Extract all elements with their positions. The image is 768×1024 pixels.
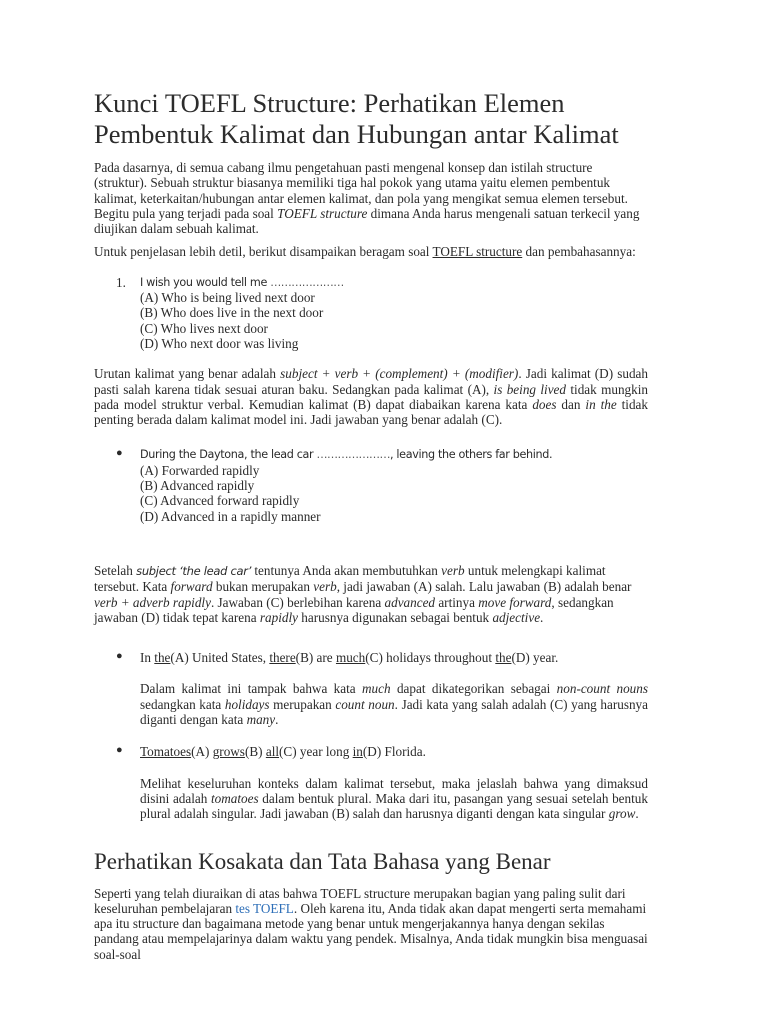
article-body — [94, 0, 648, 962]
question-stem: I wish you would tell me ………………… — [140, 275, 344, 289]
explanation-3: Dalam kalimat ini tampak bahwa kata much dapat dikategorikan sebagai non-count nouns sedangkan kata holidays merupakan count noun. Jadi kata yang salah adalah (C) yang harusnya diganti dengan kata many. — [140, 681, 648, 728]
option-a: (A) Forwarded rapidly — [140, 462, 260, 478]
option-d: (D) Who next door was living — [140, 335, 299, 351]
question-4 — [94, 744, 648, 821]
option-c: (C) Who lives next door — [140, 320, 268, 336]
question-2 — [94, 447, 648, 523]
bullet-icon: ● — [116, 650, 123, 663]
section-heading: Perhatikan Kosakata dan Tata Bahasa yang Benar — [94, 848, 551, 874]
explanation-2: Setelah subject ‘the lead car’ tentunya Anda akan membutuhkan verb untuk melengkapi kalimat tersebut. Kata forward bukan merupakan verb, jadi jawaban (A) salah. Lalu jawaban (B) adalah benar verb + adverb rapidly. Jawaban (C) berlebihan karena advanced artinya move forward, sedangkan jawaban (D) tidak tepat karena rapidly harusnya digunakan sebagai bentuk adjective. — [94, 562, 632, 625]
bullet-icon: ● — [116, 744, 123, 757]
explanation-4: Melihat keseluruhan konteks dalam kalimat tersebut, maka jelaslah bahwa yang dimaksud disini adalah tomatoes dalam bentuk plural. Maka dari itu, pasangan yang sesuai setelah bentuk plural adalah singular. Jadi jawaban (B) salah dan harusnya diganti dengan kata singular grow. — [140, 775, 648, 822]
article-title: Kunci TOEFL Structure: Perhatikan Elemen Pembentuk Kalimat dan Hubungan antar Kalimat — [94, 88, 619, 149]
question-stem: During the Daytona, the lead car …………………, leaving the others far behind. — [140, 448, 553, 462]
tes-toefl-link[interactable]: tes TOEFL — [235, 900, 294, 916]
toefl-structure-link[interactable]: TOEFL structure — [432, 244, 523, 260]
option-d: (D) Advanced in a rapidly manner — [140, 508, 321, 524]
question-stem: Tomatoes(A) grows(B) all(C) year long in(D) Florida. — [140, 744, 426, 760]
closing-paragraph: Seperti yang telah diuraikan di atas bahwa TOEFL structure merupakan bagian yang paling sulit dari keseluruhan pembelajaran tes TOEFL. Oleh karena itu, Anda tidak akan dapat mengerti serta memahami apa itu structure dan bagaimana metode yang benar untuk mengerjakannya hanya dengan sekilas pandang atau mempelajarinya dalam waktu yang pendek. Misalnya, Anda tidak mungkin bisa menguasai soal-soal — [94, 885, 648, 962]
question-stem: In the(A) United States, there(B) are much(C) holidays throughout the(D) year. — [140, 650, 559, 666]
option-c: (C) Advanced forward rapidly — [140, 493, 300, 509]
intro-paragraph: Pada dasarnya, di semua cabang ilmu pengetahuan pasti mengenal konsep dan istilah structure (struktur). Sebuah struktur biasanya memiliki tiga hal pokok yang utama yaitu elemen pembentuk kalimat, keterkaitan/hubungan antar elemen kalimat, dan pola yang mengikat semua elemen tersebut. Begitu pula yang terjadi pada soal TOEFL structure dimana Anda harus mengenali satuan terkecil yang diujikan dalam sebuah kalimat. — [94, 160, 640, 237]
explanation-1: Urutan kalimat yang benar adalah subject + verb + (complement) + (modifier). Jadi kalimat (D) sudah pasti salah karena tidak sesuai aturan baku. Sedangkan pada kalimat (A), is being lived tidak mungkin pada model struktur verbal. Kemudian kalimat (B) dapat diabaikan karena kata does dan in the tidak penting berada dalam kalimat model ini. Jadi jawaban yang benar adalah (C). — [94, 366, 648, 428]
option-b: (B) Advanced rapidly — [140, 478, 255, 494]
question-3 — [94, 650, 648, 727]
question-1 — [94, 275, 648, 351]
list-number: 1. — [116, 274, 126, 290]
option-b: (B) Who does live in the next door — [140, 305, 324, 321]
option-a: (A) Who is being lived next door — [140, 290, 315, 306]
lead-in-paragraph: Untuk penjelasan lebih detil, berikut disampaikan beragam soal TOEFL structure dan pembahasannya: — [94, 244, 636, 260]
bullet-icon: ● — [116, 447, 123, 460]
